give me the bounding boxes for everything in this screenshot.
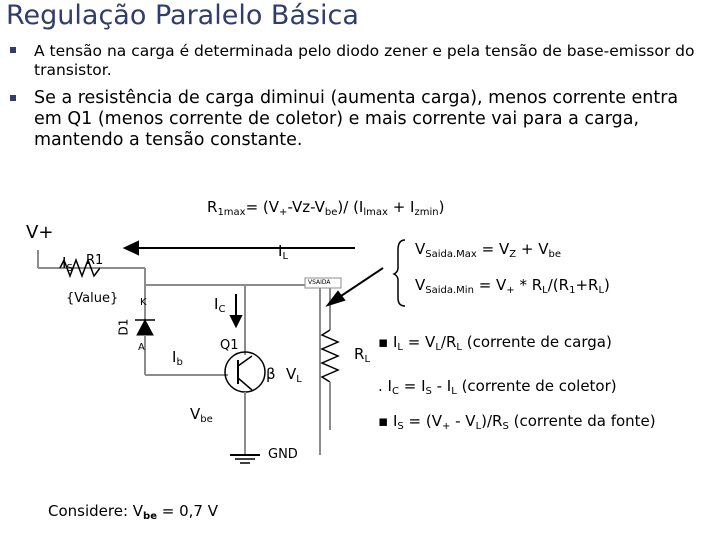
transistor-q1 [225,352,265,392]
r1-label: R1 [86,253,104,268]
ib-label: $I_b$ [172,348,183,368]
formula-r1max: $R_{1max}= (V_+-Vz-V_{be})/$ $(I_{lmax} + I_{zmin})$ [207,198,445,218]
bullet-text-1: A tensão na carga é determinada pelo diodo zener e pela tensão de base-emissor do transistor. [34,42,695,79]
arrow-vsaida [335,268,383,300]
formula-ic: . $I_C = I_S - I_L$ (corrente de coletor) [378,377,617,397]
formula-vsaida-max: $V_{Saida.Max} = V_Z + V_{be}$ [415,240,561,260]
arrow-il-head [125,242,138,254]
formula-il: ▪ $I_L = V_L/R_L$ (corrente de carga) [378,333,612,353]
zener-diode [137,320,153,335]
formula-is: ▪ $I_S = (V_+ - V_L)/R_S$ (corrente da fonte) [378,412,656,432]
il-arrow-label: $I_L$ [278,242,289,262]
vbe-label: $V_{be}$ [190,405,213,425]
note-vbe: Considere: $V_{be} = 0,7$ V [48,502,218,522]
bullet-text-2: Se a resistência de carga diminui (aumenta carga), menos corrente entra em Q1 (menos corrente de coletor) e mais corrente vai para a carga, mantendo a tensão constante. [34,88,679,150]
vplus-label: V+ [26,222,54,243]
vsaida-label: VSAIDA [308,279,331,286]
ic-label: $I_C$ [214,295,226,315]
a-label: A [138,342,145,353]
vl-label: $V_L$ [286,365,302,385]
value-label: {Value} [66,291,119,306]
formula-vsaida-min: $V_{Saida.Min} = V_+ * R_L/(R_1+R_L)$ [415,276,610,296]
rl-label: $R_L$ [354,345,371,365]
gnd-label: GND [268,447,298,462]
k-label: K [140,297,147,308]
q1-label: Q1 [220,338,239,353]
beta-label: β [266,365,276,383]
d1-label: D1 [116,318,131,336]
rl-resistor [322,330,338,382]
is-label: $I_S$ [62,254,73,274]
brace [394,240,405,306]
slide-title: Regulação Paralelo Básica [6,0,359,31]
